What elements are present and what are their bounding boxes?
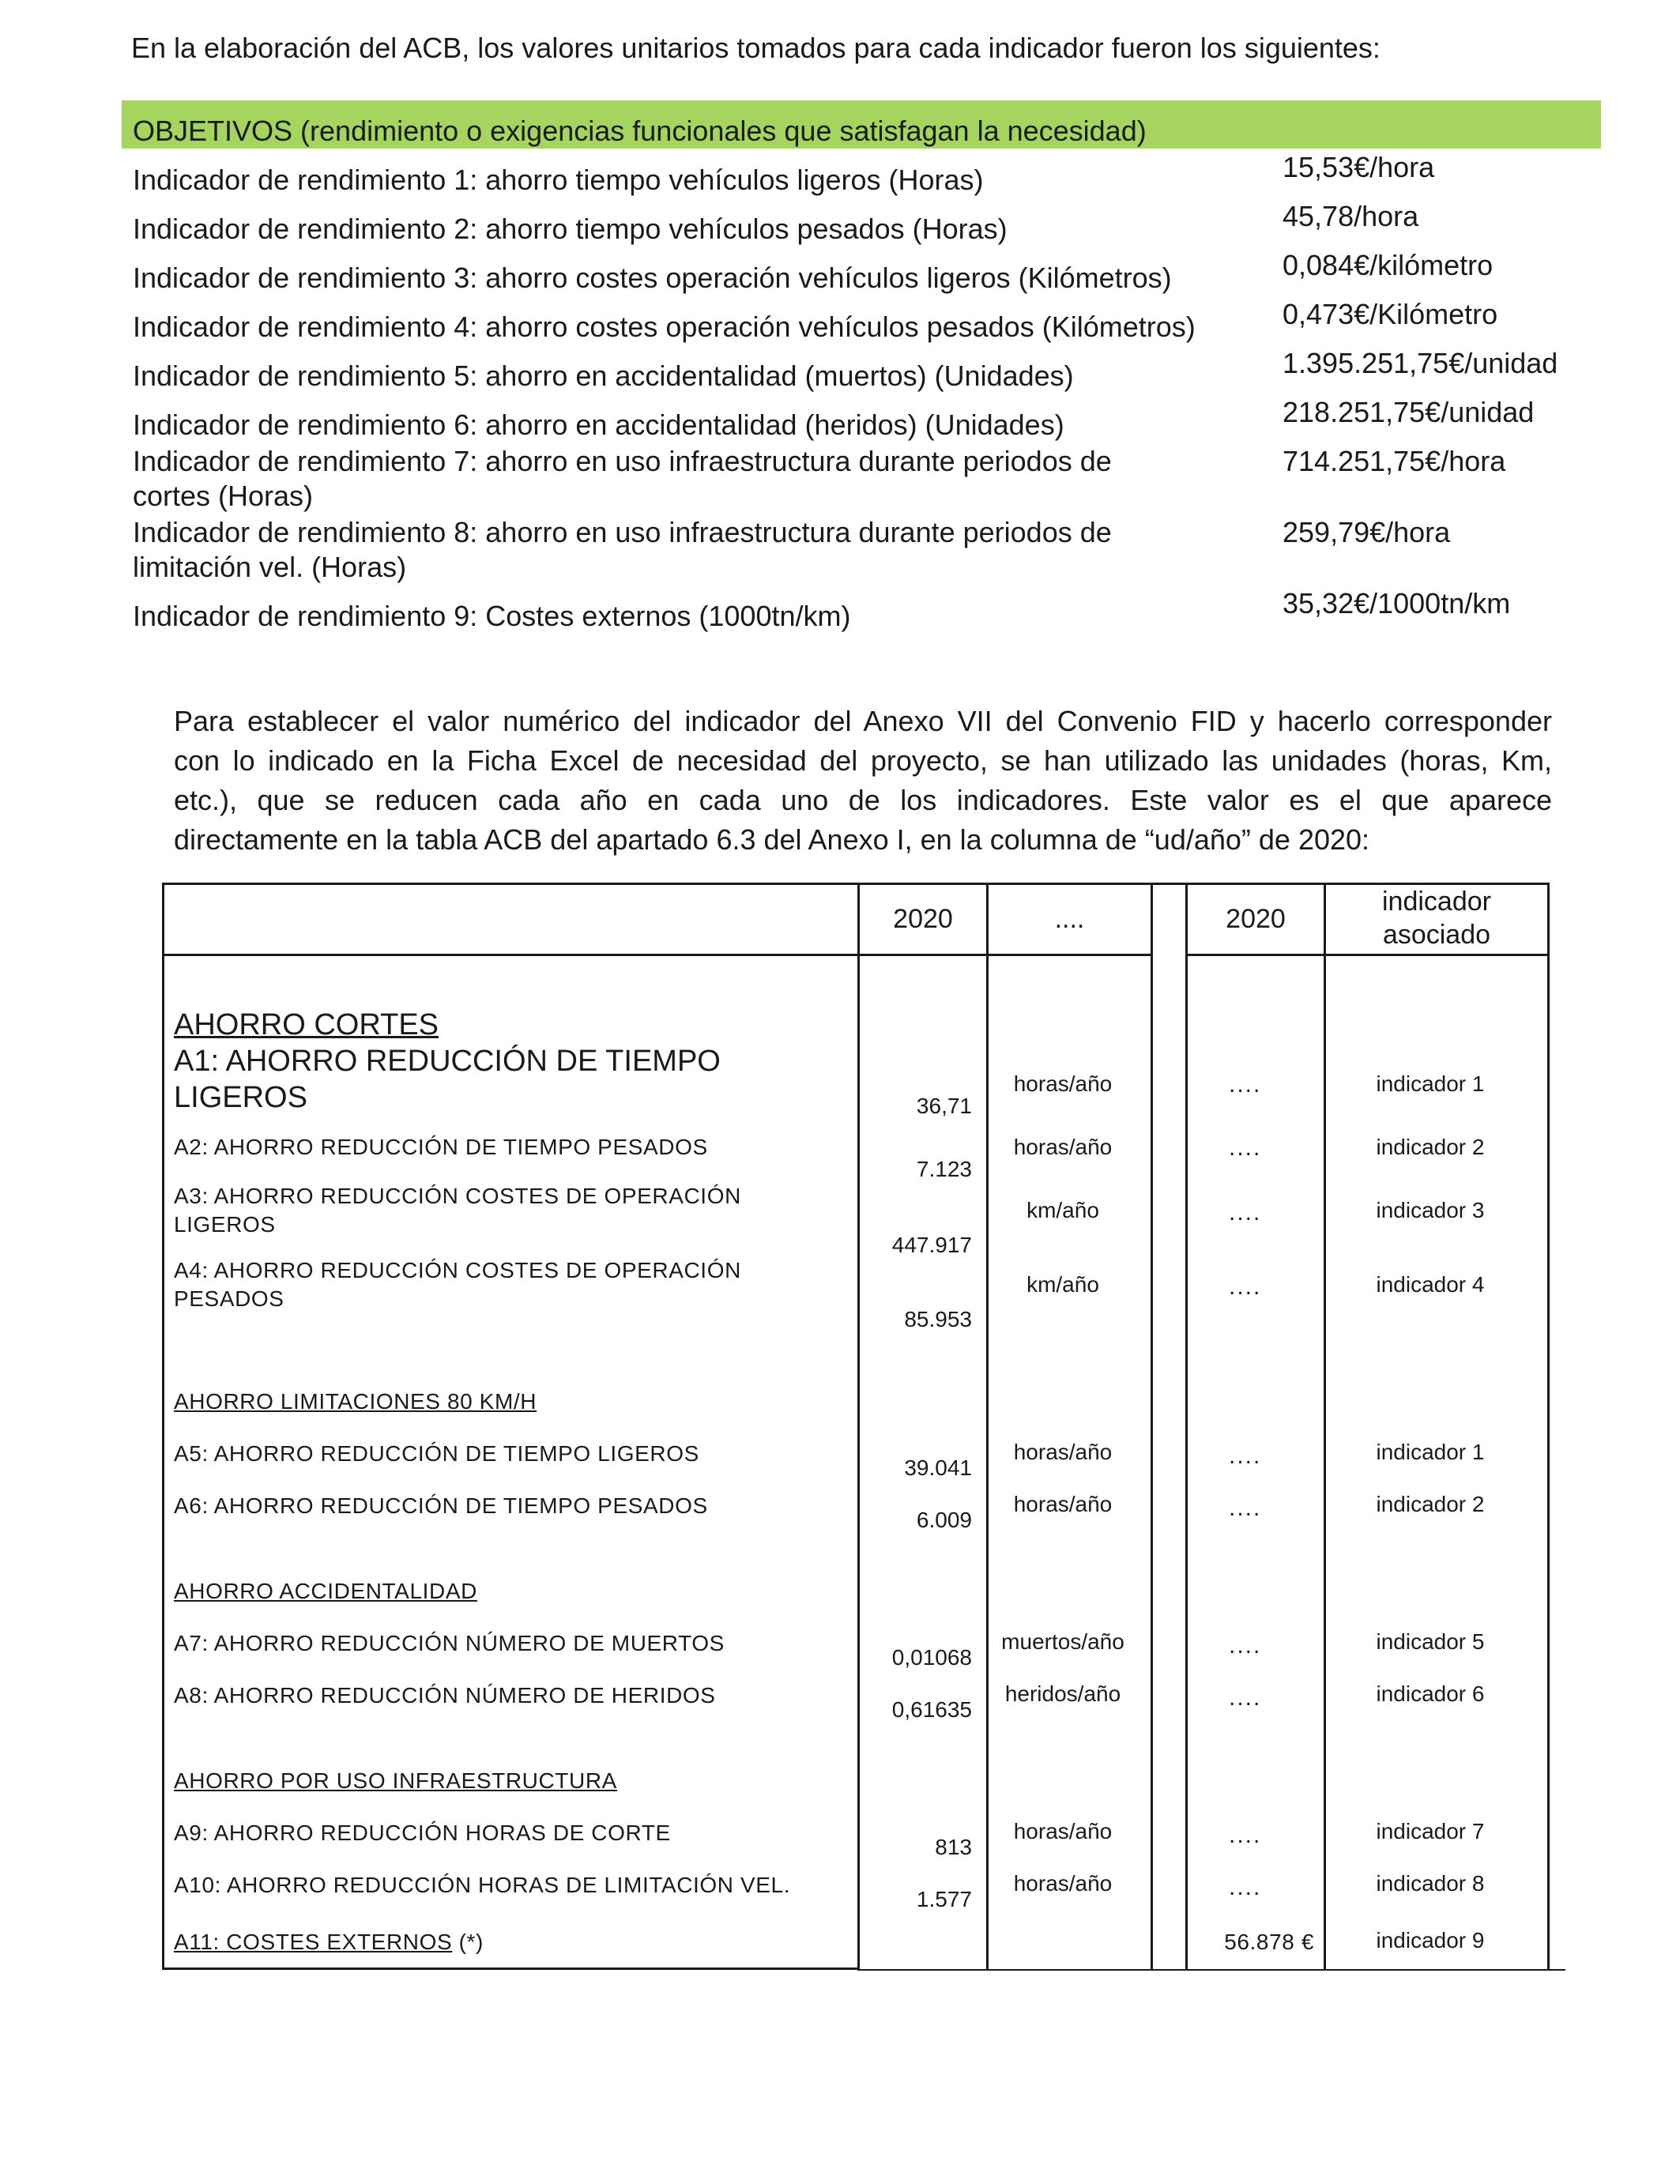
row-a5-value: 39.041	[904, 1455, 972, 1480]
table-header-bottom-right	[1188, 954, 1550, 956]
row-a9-unit: horas/año	[1013, 1819, 1113, 1843]
table-col-divider-4	[1185, 883, 1188, 1970]
section-ahorro-accidentalidad: AHORRO ACCIDENTALIDAD	[174, 1579, 477, 1603]
row-a4-unit: km/año	[1026, 1272, 1099, 1297]
row-a3-label-line1: A3: AHORRO REDUCCIÓN COSTES DE OPERACIÓN	[174, 1184, 741, 1208]
row-a4-label-line1: A4: AHORRO REDUCCIÓN COSTES DE OPERACIÓN	[174, 1258, 741, 1282]
row-a6-unit: horas/año	[1013, 1492, 1113, 1516]
row-a1-label-line2: LIGEROS	[174, 1081, 307, 1114]
row-a2-label: A2: AHORRO REDUCCIÓN DE TIEMPO PESADOS	[174, 1135, 708, 1159]
indicator-1-label: Indicador de rendimiento 1: ahorro tiempo vehículos ligeros (Horas)	[133, 164, 984, 196]
indicator-1-value: 15,53€/hora	[1283, 151, 1435, 183]
indicator-7-value: 714.251,75€/hora	[1283, 445, 1506, 477]
row-a9-dots: ....	[1229, 1822, 1262, 1848]
indicator-2-label: Indicador de rendimiento 2: ahorro tiempo vehículos pesados (Horas)	[133, 213, 1008, 245]
row-a3-value: 447.917	[891, 1233, 972, 1257]
indicator-4-value: 0,473€/Kilómetro	[1283, 298, 1498, 330]
row-a8-value: 0,61635	[891, 1697, 972, 1722]
row-a1-indicator: indicador 1	[1376, 1071, 1485, 1096]
table-border-left	[162, 883, 164, 1970]
indicator-9-label: Indicador de rendimiento 9: Costes externos (1000tn/km)	[133, 600, 851, 632]
row-a10-value: 1.577	[916, 1887, 972, 1911]
row-a1-label	[174, 1043, 721, 1116]
row-a4-label	[174, 1256, 741, 1313]
row-a9-value: 813	[935, 1835, 972, 1859]
indicator-7-label-line1: Indicador de rendimiento 7: ahorro en uso infraestructura durante periodos de	[133, 445, 1112, 477]
indicator-5-label: Indicador de rendimiento 5: ahorro en accidentalidad (muertos) (Unidades)	[133, 360, 1074, 392]
table-header-bottom-left	[162, 954, 1153, 956]
row-a3-unit: km/año	[1026, 1198, 1099, 1222]
indicator-8-value: 259,79€/hora	[1283, 516, 1451, 548]
table-col-divider-1	[857, 883, 860, 1970]
row-a1-label-line1: A1: AHORRO REDUCCIÓN DE TIEMPO	[174, 1045, 721, 1078]
row-a7-unit: muertos/año	[1001, 1629, 1124, 1654]
explanation-paragraph	[174, 702, 1552, 860]
indicator-2-value: 45,78/hora	[1283, 200, 1419, 232]
row-a1-unit: horas/año	[1013, 1071, 1113, 1096]
section-ahorro-cortes: AHORRO CORTES	[174, 1008, 439, 1041]
indicator-6-label: Indicador de rendimiento 6: ahorro en accidentalidad (heridos) (Unidades)	[133, 409, 1064, 441]
indicator-4-label: Indicador de rendimiento 4: ahorro costes operación vehículos pesados (Kilómetros)	[133, 311, 1196, 343]
row-a8-unit: heridos/año	[1004, 1681, 1121, 1706]
row-a7-dots: ....	[1229, 1632, 1262, 1659]
row-a7-value: 0,01068	[891, 1645, 972, 1670]
indicator-6-value: 218.251,75€/unidad	[1283, 396, 1535, 428]
row-a7-label: A7: AHORRO REDUCCIÓN NÚMERO DE MUERTOS	[174, 1631, 725, 1655]
header-dots: ....	[1054, 904, 1085, 934]
row-a5-indicator: indicador 1	[1376, 1440, 1485, 1464]
row-a3-dots: ....	[1229, 1199, 1262, 1226]
paragraph-line-3: etc.), que se reducen cada año en cada uno de los indicadores. Este valor es el que aparece	[174, 784, 1552, 816]
indicator-3-label: Indicador de rendimiento 3: ahorro costes operación vehículos ligeros (Kilómetros)	[133, 262, 1172, 294]
row-a7-indicator: indicador 5	[1376, 1629, 1485, 1654]
indicator-8-label-line2: limitación vel. (Horas)	[133, 551, 407, 583]
row-a6-label: A6: AHORRO REDUCCIÓN DE TIEMPO PESADOS	[174, 1493, 708, 1518]
row-a10-unit: horas/año	[1013, 1871, 1113, 1896]
row-a8-indicator: indicador 6	[1376, 1681, 1485, 1706]
row-a11-label-suffix: (*)	[452, 1930, 484, 1954]
row-a6-indicator: indicador 2	[1376, 1492, 1485, 1516]
indicator-7-label-line2: cortes (Horas)	[133, 480, 314, 512]
objectives-title: OBJETIVOS (rendimiento o exigencias funcionales que satisfagan la necesidad)	[133, 115, 1147, 147]
section-ahorro-infraestructura: AHORRO POR USO INFRAESTRUCTURA	[174, 1768, 617, 1793]
table-border-right	[1547, 883, 1550, 1970]
section-ahorro-limitaciones: AHORRO LIMITACIONES 80 KM/H	[174, 1389, 537, 1414]
indicator-3-value: 0,084€/kilómetro	[1283, 249, 1494, 281]
table-border-bottom-left	[162, 1967, 857, 1970]
row-a4-dots: ....	[1229, 1274, 1262, 1300]
row-a2-dots: ....	[1229, 1135, 1262, 1161]
header-assoc-line1: indicador	[1382, 887, 1491, 917]
row-a10-indicator: indicador 8	[1376, 1871, 1485, 1896]
row-a11-indicator: indicador 9	[1376, 1928, 1485, 1952]
row-a9-indicator: indicador 7	[1376, 1819, 1485, 1843]
indicator-7-label	[133, 444, 1239, 514]
row-a2-unit: horas/año	[1013, 1135, 1113, 1159]
header-year-2: 2020	[1226, 904, 1286, 934]
row-a2-value: 7.123	[916, 1157, 972, 1181]
indicator-8-label-line1: Indicador de rendimiento 8: ahorro en uso infraestructura durante periodos de	[133, 516, 1112, 548]
row-a11-label	[174, 1928, 484, 1956]
table-col-divider-2	[986, 883, 989, 1970]
table-border-bottom-right	[857, 1969, 1565, 1971]
row-a9-label: A9: AHORRO REDUCCIÓN HORAS DE CORTE	[174, 1821, 671, 1845]
row-a6-dots: ....	[1229, 1495, 1262, 1521]
table-col-divider-5	[1324, 883, 1326, 1970]
header-assoc-line2: asociado	[1382, 920, 1491, 950]
row-a5-dots: ....	[1229, 1443, 1262, 1469]
indicator-9-value: 35,32€/1000tn/km	[1283, 587, 1511, 619]
intro-text: En la elaboración del ACB, los valores unitarios tomados para cada indicador fueron los siguientes:	[131, 32, 1381, 64]
row-a6-value: 6.009	[916, 1508, 972, 1532]
header-associated-indicator	[1326, 885, 1547, 951]
row-a3-label	[174, 1182, 741, 1239]
row-a1-dots: ....	[1229, 1071, 1262, 1098]
table-col-divider-3	[1151, 883, 1153, 1970]
indicator-5-value: 1.395.251,75€/unidad	[1283, 347, 1558, 379]
row-a5-unit: horas/año	[1013, 1440, 1113, 1464]
paragraph-line-2: con lo indicado en la Ficha Excel de necesidad del proyecto, se han utilizado las unidades (horas, Km,	[174, 744, 1552, 777]
row-a4-value: 85.953	[904, 1307, 972, 1331]
row-a8-label: A8: AHORRO REDUCCIÓN NÚMERO DE HERIDOS	[174, 1683, 716, 1708]
row-a11-value-2020: 56.878 €	[1224, 1930, 1314, 1954]
row-a10-label: A10: AHORRO REDUCCIÓN HORAS DE LIMITACIÓN VEL.	[174, 1873, 791, 1897]
row-a5-label: A5: AHORRO REDUCCIÓN DE TIEMPO LIGEROS	[174, 1441, 699, 1466]
row-a1-value: 36,71	[916, 1094, 972, 1118]
row-a10-dots: ....	[1229, 1874, 1262, 1900]
indicator-8-label	[133, 515, 1239, 585]
row-a3-indicator: indicador 3	[1376, 1198, 1485, 1222]
header-year-1: 2020	[893, 904, 953, 934]
row-a4-label-line2: PESADOS	[174, 1286, 284, 1311]
row-a2-indicator: indicador 2	[1376, 1135, 1485, 1159]
row-a8-dots: ....	[1229, 1685, 1262, 1711]
row-a4-indicator: indicador 4	[1376, 1272, 1485, 1297]
paragraph-line-1: Para establecer el valor numérico del indicador del Anexo VII del Convenio FID y hacerlo corresponder	[174, 705, 1552, 737]
paragraph-line-4: directamente en la tabla ACB del apartado 6.3 del Anexo I, en la columna de “ud/año” de 2020:	[174, 823, 1370, 856]
row-a3-label-line2: LIGEROS	[174, 1212, 276, 1237]
row-a11-label-main: A11: COSTES EXTERNOS	[174, 1930, 453, 1954]
